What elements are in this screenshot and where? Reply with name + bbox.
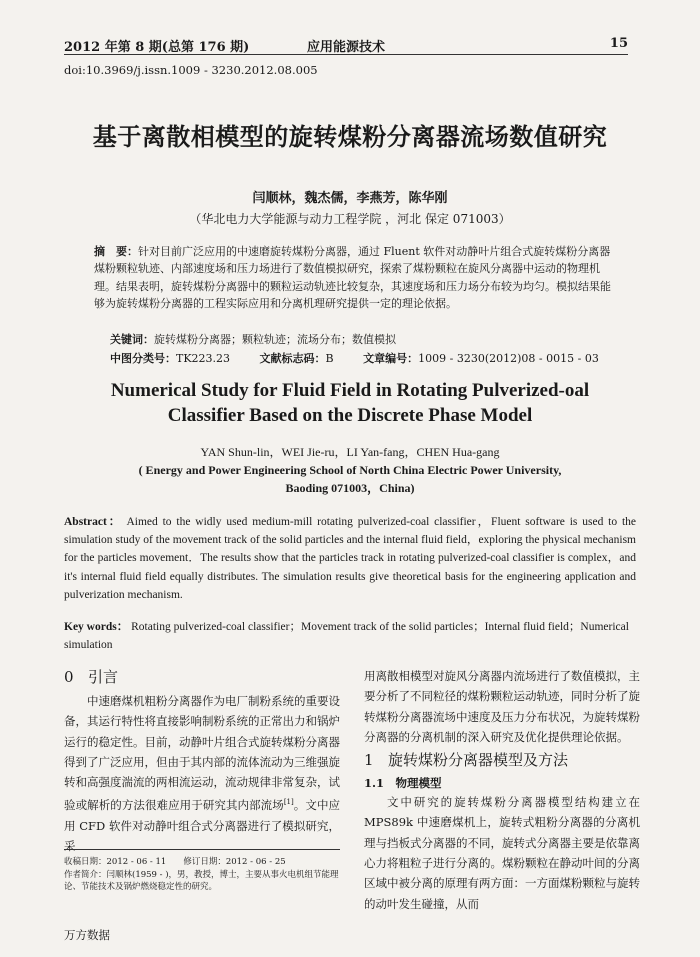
- chinese-keywords-text: 旋转煤粉分离器；颗粒轨迹；流场分布；数值模拟: [154, 333, 396, 346]
- intro-text-a: 中速磨煤机粗粉分离器作为电厂制粉系统的重要设备，其运行特性将直接影响制粉系统的正常出力和锅炉运行的稳定性。目前，动静叶片组合式旋转煤粉分离器得到了广泛应用，但由于其内部的流体流动为三维强旋转和高强度湍流的两相流运动，流动规律非常复杂，试验或解析的方法很难应用于研究其内部流场: [64, 694, 340, 813]
- english-affiliation-line1: ( Energy and Power Engineering School of North China Electric Power University,: [138, 463, 562, 477]
- section-0-heading: [64, 666, 340, 687]
- english-affiliation: [64, 461, 636, 497]
- intro-paragraph: [64, 691, 340, 856]
- section-1-title: 旋转煤粉分离器模型及方法: [388, 751, 569, 770]
- journal-name: 应用能源技术: [306, 40, 385, 55]
- footnote-received-date: 收稿日期：2012 - 06 - 11 修订日期：2012 - 06 - 25: [64, 857, 286, 867]
- section-1-number: 1: [364, 751, 374, 770]
- footnote-author-bio: 作者简介：闫顺林(1959 - )，男，教授，博士，主要从事火电机组节能理论、节能技术及锅炉燃烧稳定性的研究。: [64, 869, 339, 892]
- doi: doi:10.3969/j.issn.1009 - 3230.2012.08.005: [64, 63, 318, 77]
- english-abstract-text: Aimed to the widly used medium-mill rotating pulverized-coal classifier，Fluent software is used to the simulation study of the movement track of the solid particles and the internal fluid field，exploring the physical mechanism for the particles movement．The results show that the particles track in rotating pulverized-coal classifier is complex，and it's internal fluid field equally distributes. The simulation results give theoretical basis for the engineering application and pulverization mechanism.: [64, 516, 636, 601]
- chinese-abstract: [94, 243, 614, 313]
- section-0-title: 引言: [88, 668, 119, 686]
- issue-info: 2012 年第 8 期(总第 176 期): [64, 40, 250, 55]
- english-abstract-label: Abstract：: [64, 516, 123, 528]
- classification-line: [110, 350, 625, 366]
- body-right-column: [364, 666, 640, 914]
- chinese-authors: 闫顺林，魏杰儒，李燕芳，陈华刚: [252, 191, 448, 206]
- intro-text-b: 。文中应用 CFD 软件对动静叶组合式分离器进行了模拟研究，采: [64, 798, 341, 853]
- chinese-keywords-label: 关键词：: [110, 333, 154, 346]
- article-number: 文章编号：1009 - 3230(2012)08 - 0015 - 03: [363, 352, 599, 365]
- source-watermark: 万方数据: [64, 928, 110, 942]
- subsection-1-1-paragraph: 文中研究的旋转煤粉分离器模型结构建立在 MPS89k 中速磨煤机上，旋转式粗粉分离器的分离机理与挡板式分离器的不同，旋转式分离器主要是依靠离心力将粗粒子进行分离的。煤粉颗粒在静动叶间的分离区域中被分离的原理有两方面：一方面煤粉颗粒与旋转的动叶发生碰撞，从而: [364, 795, 640, 911]
- document-code: 文献标志码：B: [259, 352, 334, 365]
- english-authors: YAN Shun-lin，WEI Jie-ru，LI Yan-fang，CHEN Hua-gang: [200, 445, 500, 459]
- section-0-number: 0: [64, 668, 74, 686]
- chinese-abstract-label: 摘 要：: [94, 245, 138, 258]
- english-keywords-label: Key words：: [64, 621, 129, 633]
- page-number: 15: [609, 36, 628, 51]
- citation-1: [1]: [283, 798, 294, 807]
- footnote-block: [64, 849, 340, 894]
- chinese-affiliation: （华北电力大学能源与动力工程学院 ，河北 保定 071003）: [189, 212, 511, 226]
- english-abstract: [64, 513, 636, 604]
- subsection-1-1-heading: 1.1 物理模型: [364, 776, 442, 791]
- chinese-title: 基于离散相模型的旋转煤粉分离器流场数值研究: [92, 122, 608, 151]
- english-keywords-text: Rotating pulverized-coal classifier；Movement track of the solid particles；Internal fluid field；Numerical simulation: [64, 621, 629, 652]
- intro-paragraph-continued: 用离散相模型对旋风分离器内流场进行了数值模拟，主要分析了不同粒径的煤粉颗粒运动轨迹，同时分析了旋转煤粉分离器流场中速度及压力分布状况，为旋转煤粉分离器的分离机制的深入研究及优化提供理论依据。: [364, 669, 640, 744]
- running-header: [64, 36, 628, 55]
- english-affiliation-line2: Baoding 071003，China): [285, 481, 415, 495]
- english-keywords: [64, 618, 636, 654]
- clc-number: 中图分类号：TK223.23: [110, 352, 231, 365]
- chinese-keywords: [110, 331, 396, 347]
- english-title: [64, 378, 636, 428]
- chinese-abstract-text: 针对目前广泛应用的中速磨旋转煤粉分离器，通过 Fluent 软件对动静叶片组合式旋转煤粉分离器煤粉颗粒轨迹、内部速度场和压力场进行了数值模拟研究，探索了煤粉颗粒在旋风分离器中运动的物理机理。结果表明，旋转煤粉分离器中的颗粒运动轨迹比较复杂，其速度场和压力场分布较为均匀。模拟结果能够为旋转煤粉分离器的工程实际应用和分离机理研究提供一定的理论依据。: [94, 245, 611, 311]
- section-1-heading: [364, 749, 640, 770]
- body-left-column: [64, 666, 340, 856]
- english-title-line2: Classifier Based on the Discrete Phase Model: [167, 405, 533, 426]
- english-title-line1: Numerical Study for Fluid Field in Rotating Pulverized-oal: [110, 380, 590, 401]
